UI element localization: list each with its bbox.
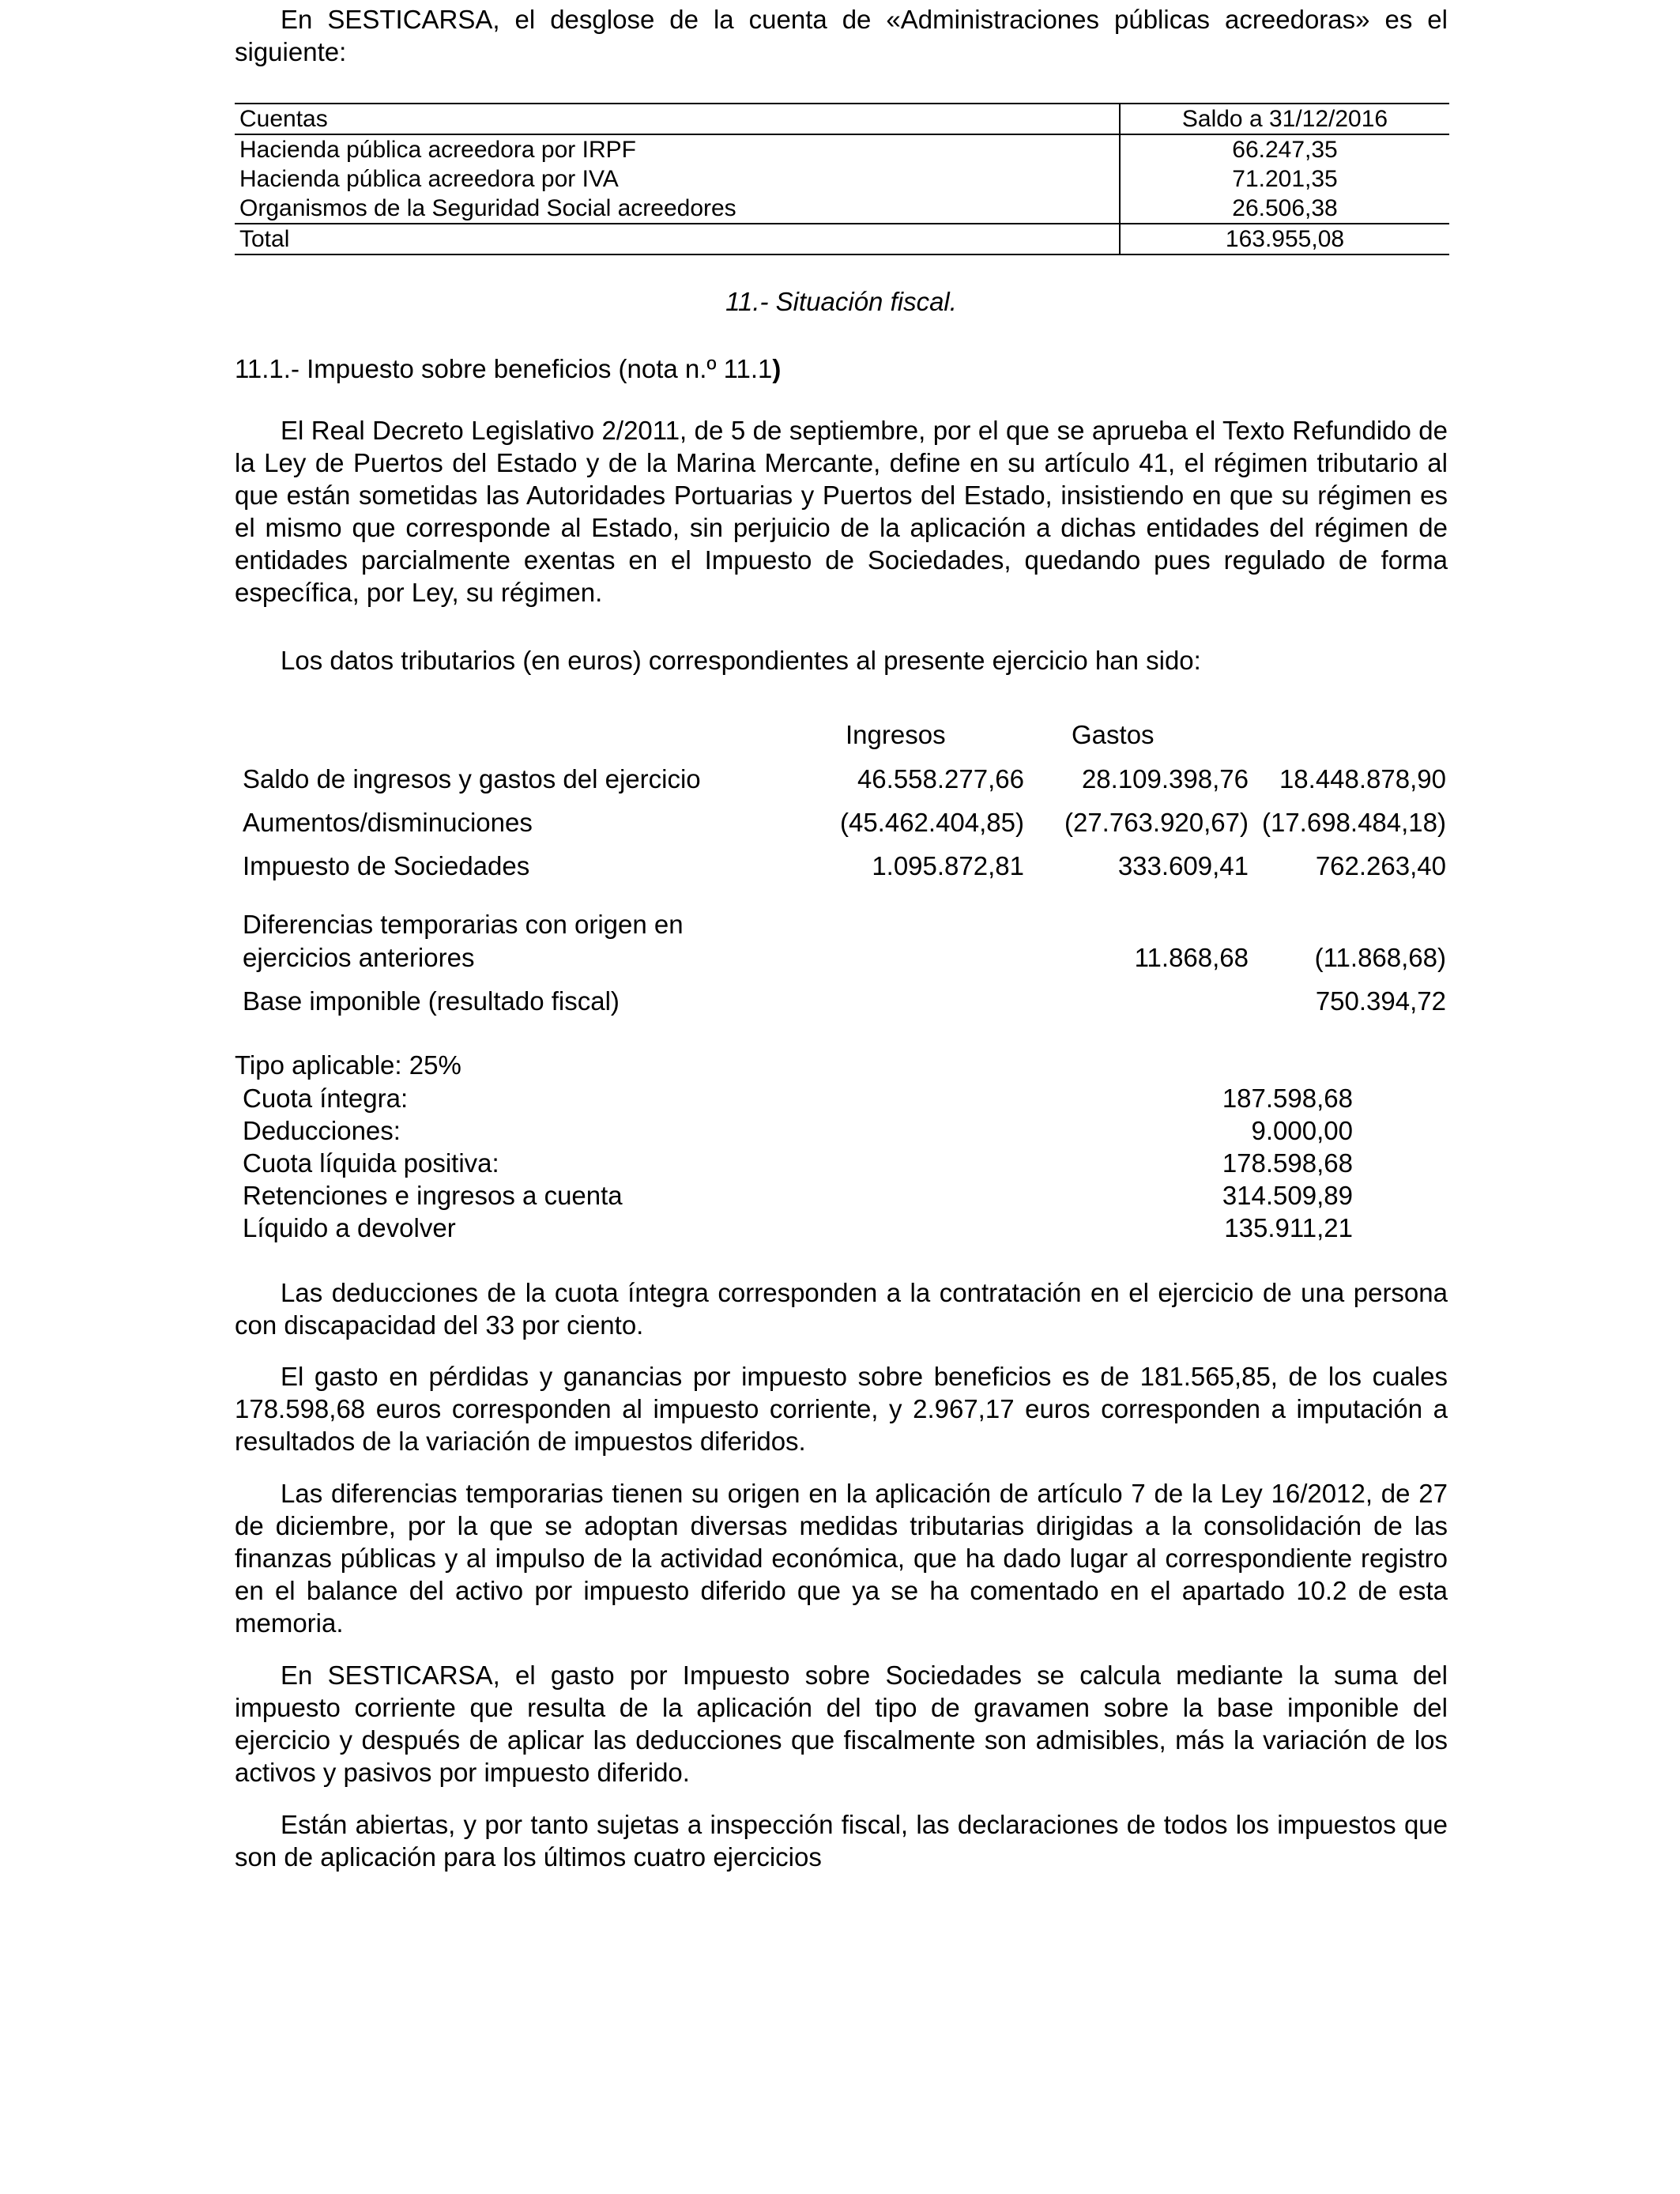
tipo-aplicable [235, 1049, 1448, 1081]
tax-row-ingresos: 1.095.872,81 [872, 851, 1024, 880]
quota-value: 135.911,21 [1224, 1213, 1353, 1242]
paragraph-decreto: El Real Decreto Legislativo 2/2011, de 5 de septiembre, por el que se aprueba el Texto Refundido de la Ley de Puertos del Estado y de la Marina Mercante, define en su artículo 41, el régimen tributario al que están sometidas las Autoridades Portuarias y Puertos del Estado, insistiendo en que su régimen es el mismo que corresponde al Estado, sin perjuicio de la aplicación a dichas entidades del régimen de entidades parcialmente exentas en el Impuesto de Sociedades, quedando pues regulado de forma específica, por Ley, su régimen. [235, 416, 1448, 607]
quota-row [243, 1114, 1448, 1147]
tax-row-ingresos: 46.558.277,66 [857, 764, 1024, 794]
tax-row-label: Impuesto de Sociedades [243, 851, 530, 880]
tax-row-label: Aumentos/disminuciones [243, 808, 533, 837]
paragraph-gasto: El gasto en pérdidas y ganancias por impuesto sobre beneficios es de 181.565,85, de los cuales 178.598,68 euros corresponden al impuesto corriente, y 2.967,17 euros corresponden a imputación a resultados de la variación de impuestos diferidos. [235, 1362, 1448, 1456]
tax-row-label: Base imponible (resultado fiscal) [243, 986, 620, 1016]
tax-row-gastos: 28.109.398,76 [1081, 764, 1249, 794]
row-label: Hacienda pública acreedora por IVA [239, 166, 619, 192]
tax-row-neto: 750.394,72 [1315, 986, 1446, 1016]
quota-row [243, 1179, 1448, 1212]
intro-paragraph: En SESTICARSA, el desglose de la cuenta de «Administraciones públicas acreedoras» es el siguiente: [235, 5, 1448, 66]
row-value: 66.247,35 [1120, 134, 1449, 164]
quota-label: Deducciones: [243, 1116, 401, 1145]
subsection-title-close: ) [772, 354, 782, 383]
tax-row-gastos: 11.868,68 [1134, 943, 1249, 972]
quota-value: 314.509,89 [1222, 1181, 1353, 1210]
total-value: 163.955,08 [1120, 224, 1449, 254]
table-row [235, 194, 1449, 224]
tax-row [243, 941, 1448, 974]
paragraph-datos: Los datos tributarios (en euros) correspondientes al presente ejercicio han sido: [281, 646, 1201, 675]
tax-row [243, 763, 1448, 795]
quota-row [243, 1082, 1448, 1114]
quota-label: Líquido a devolver [243, 1213, 456, 1242]
table-row [235, 164, 1449, 194]
table-header-row [235, 104, 1449, 134]
paragraph-deducciones: Las deducciones de la cuota íntegra corresponden a la contratación en el ejercicio de una persona con discapacidad del 33 por ciento. [235, 1278, 1448, 1340]
tax-row-ingresos: (45.462.404,85) [839, 808, 1024, 837]
table-total-row [235, 224, 1449, 254]
tax-row-neto: (11.868,68) [1314, 943, 1446, 972]
header-saldo: Saldo a 31/12/2016 [1120, 104, 1449, 134]
section-title: 11.- Situación fiscal. [725, 287, 957, 316]
quota-row [243, 1212, 1448, 1244]
tax-row-neto: (17.698.484,18) [1261, 808, 1446, 837]
row-value: 26.506,38 [1120, 194, 1449, 224]
tax-row [243, 850, 1448, 882]
tax-row-label-line1 [243, 908, 1448, 941]
quota-row [243, 1147, 1448, 1179]
quota-label: Cuota líquida positiva: [243, 1148, 499, 1178]
total-label: Total [235, 224, 1120, 254]
tax-row-neto: 18.448.878,90 [1279, 764, 1446, 794]
header-ingresos: Ingresos [846, 720, 946, 749]
tax-row-label-2: ejercicios anteriores [243, 943, 475, 972]
paragraph-calculo: En SESTICARSA, el gasto por Impuesto sobre Sociedades se calcula mediante la suma del impuesto corriente que resulta de la aplicación del tipo de gravamen sobre la base imponible del ejercicio y después de aplicar las deducciones que fiscalmente son admisibles, más la variación de los activos y pasivos por impuesto diferido. [235, 1661, 1448, 1787]
header-cuentas: Cuentas [235, 104, 1120, 134]
paragraph-diferencias: Las diferencias temporarias tienen su origen en la aplicación de artículo 7 de la Ley 16/2012, de 27 de diciembre, por la que se adoptan diversas medidas tributarias dirigidas a la consolidación de las finanzas públicas y al impulso de la actividad económica, que ha dado lugar al correspondiente registro en el balance del activo por impuesto diferido que ya se ha comentado en el apartado 10.2 de esta memoria. [235, 1479, 1448, 1638]
quota-label: Retenciones e ingresos a cuenta [243, 1181, 623, 1210]
subsection-title [235, 352, 781, 385]
row-label: Hacienda pública acreedora por IRPF [239, 137, 636, 163]
row-label: Organismos de la Seguridad Social acreedores [239, 195, 736, 221]
tax-row-label: Saldo de ingresos y gastos del ejercicio [243, 764, 701, 794]
tax-row [243, 985, 1448, 1017]
tax-row-label: Diferencias temporarias con origen en [243, 910, 684, 939]
tipo-aplicable-text: Tipo aplicable: 25% [235, 1050, 461, 1080]
header-gastos: Gastos [1072, 720, 1155, 749]
paragraph-inspeccion: Están abiertas, y por tanto sujetas a inspección fiscal, las declaraciones de todos los impuestos que son de aplicación para los últimos cuatro ejercicios [235, 1810, 1448, 1872]
quota-value: 187.598,68 [1222, 1084, 1353, 1113]
tax-row-neto: 762.263,40 [1315, 851, 1446, 880]
tax-row-gastos: 333.609,41 [1117, 851, 1249, 880]
quota-value: 9.000,00 [1251, 1116, 1353, 1145]
row-value: 71.201,35 [1120, 164, 1449, 194]
accounts-table [235, 103, 1449, 255]
table-row [235, 134, 1449, 164]
tax-row [243, 806, 1448, 839]
tax-row-gastos: (27.763.920,67) [1064, 808, 1249, 837]
subsection-title-text: 11.1.- Impuesto sobre beneficios (nota n.º 11.1 [235, 354, 773, 383]
quota-label: Cuota íntegra: [243, 1084, 409, 1113]
quota-value: 178.598,68 [1222, 1148, 1353, 1178]
